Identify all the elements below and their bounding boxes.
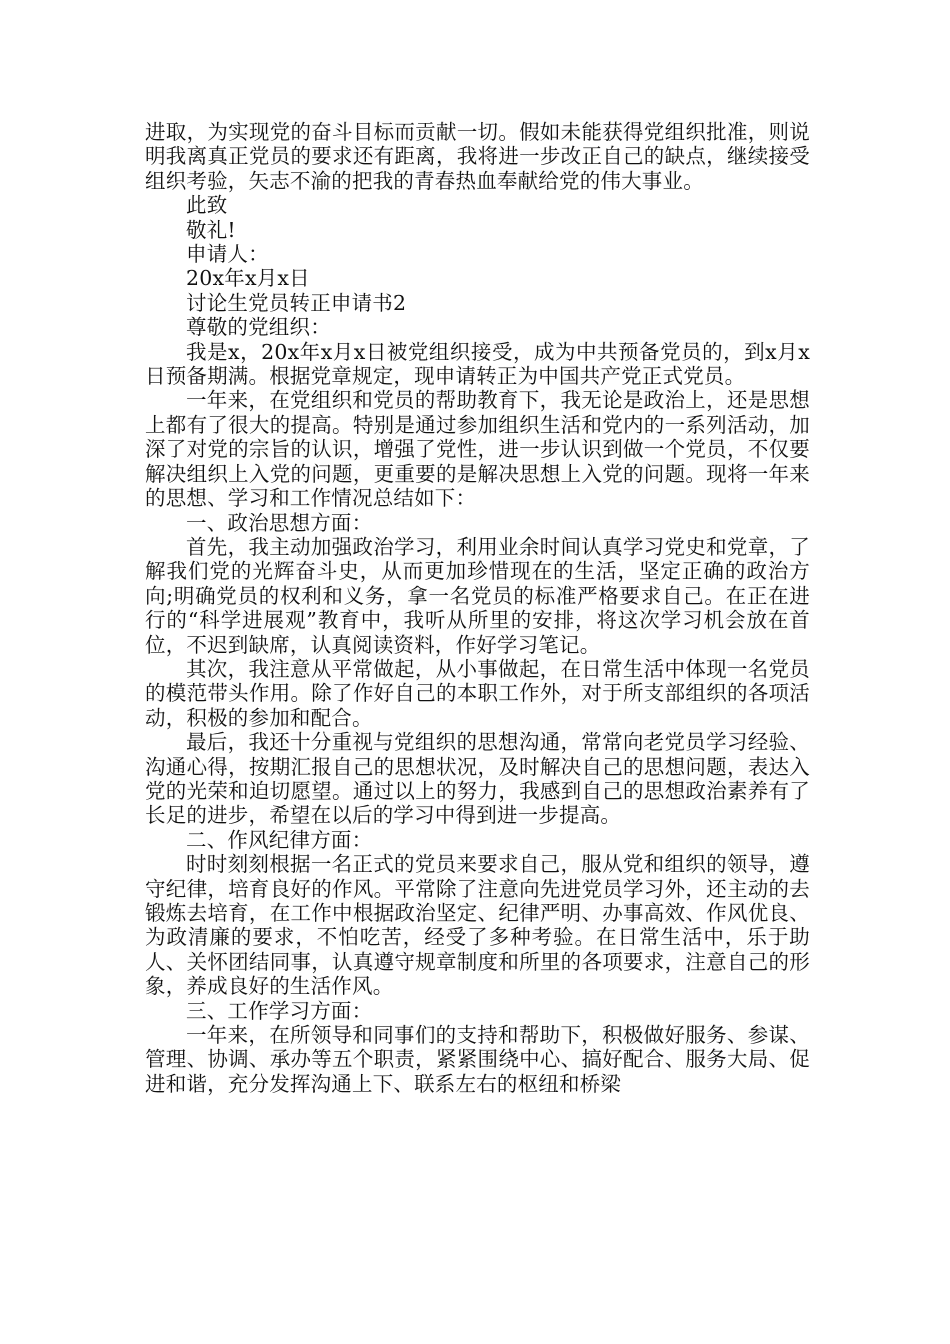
- paragraph-discipline: 时时刻刻根据一名正式的党员来要求自己，服从党和组织的领导，遵守纪律，培育良好的作风。平常除了注意向先进党员学习外，还主动的去锻炼去培育，在工作中根据政治坚定、纪律严明、办事高效、作风优良、为政清廉的要求，不怕吃苦，经受了多种考验。在日常生活中，乐于助人、关怀团结同事，认真遵守规章制度和所里的各项要求，注意自己的形象，养成良好的生活作风。: [145, 852, 810, 999]
- section-title: 讨论生党员转正申请书2: [186, 290, 407, 315]
- paragraph-continuation: 进取，为实现党的奋斗目标而贡献一切。假如未能获得党组织批准，则说明我离真正党员的要求还有距离，我将进一步改正自己的缺点，继续接受组织考验，矢志不渝的把我的青春热血奉献给党的伟大事业。: [145, 120, 810, 193]
- applicant-label: 申请人：: [186, 242, 269, 267]
- heading-political: 一、政治思想方面：: [186, 510, 373, 535]
- paragraph-intro: 我是x，20x年x月x日被党组织接受，成为中共预备党员的，到x月x日预备期满。根据党章规定，现申请转正为中国共产党正式党员。: [145, 339, 810, 389]
- heading-discipline: 二、作风纪律方面：: [186, 827, 373, 852]
- paragraph-summary: 一年来，在党组织和党员的帮助教育下，我无论是政治上，还是思想上都有了很大的提高。特别是通过参加组织生活和党内的一系列活动，加深了对党的宗旨的认识，增强了党性，进一步认识到做一个党员，不仅要解决组织上入党的问题，更重要的是解决思想上入党的问题。现将一年来的思想、学习和工作情况总结如下：: [145, 388, 810, 511]
- heading-work: 三、工作学习方面：: [186, 998, 373, 1023]
- date-line: 20x年x月x日: [186, 266, 310, 291]
- paragraph-political-last: 最后，我还十分重视与党组织的思想沟通，常常向老党员学习经验、沟通心得，按期汇报自己的思想状况，及时解决自己的思想问题，表达入党的光荣和迫切愿望。通过以上的努力，我感到自己的思想政治素养有了长足的进步，希望在以后的学习中得到进一步提高。: [145, 730, 810, 828]
- paragraph-political-first: 首先，我主动加强政治学习，利用业余时间认真学习党史和党章，了解我们党的光辉奋斗史，从而更加珍惜现在的生活，坚定正确的政治方向;明确党员的权利和义务，拿一名党员的标准严格要求自己。在正在进行的“科学进展观”教育中，我听从所里的安排，将这次学习机会放在首位，不迟到缺席，认真阅读资料，作好学习笔记。: [145, 534, 810, 657]
- paragraph-political-second: 其次，我注意从平常做起，从小事做起，在日常生活中体现一名党员的模范带头作用。除了作好自己的本职工作外，对于所支部组织的各项活动，积极的参加和配合。: [145, 656, 810, 730]
- document-page: [145, 120, 810, 1096]
- paragraph-work: 一年来，在所领导和同事们的支持和帮助下，积极做好服务、参谋、管理、协调、承办等五个职责，紧紧围绕中心、搞好配合、服务大局、促进和谐，充分发挥沟通上下、联系左右的枢纽和桥梁: [145, 1023, 810, 1096]
- salutation-jingli: 敬礼!: [186, 217, 236, 242]
- salutation-cizhi: 此致: [186, 193, 228, 218]
- greeting: 尊敬的党组织：: [186, 315, 331, 340]
